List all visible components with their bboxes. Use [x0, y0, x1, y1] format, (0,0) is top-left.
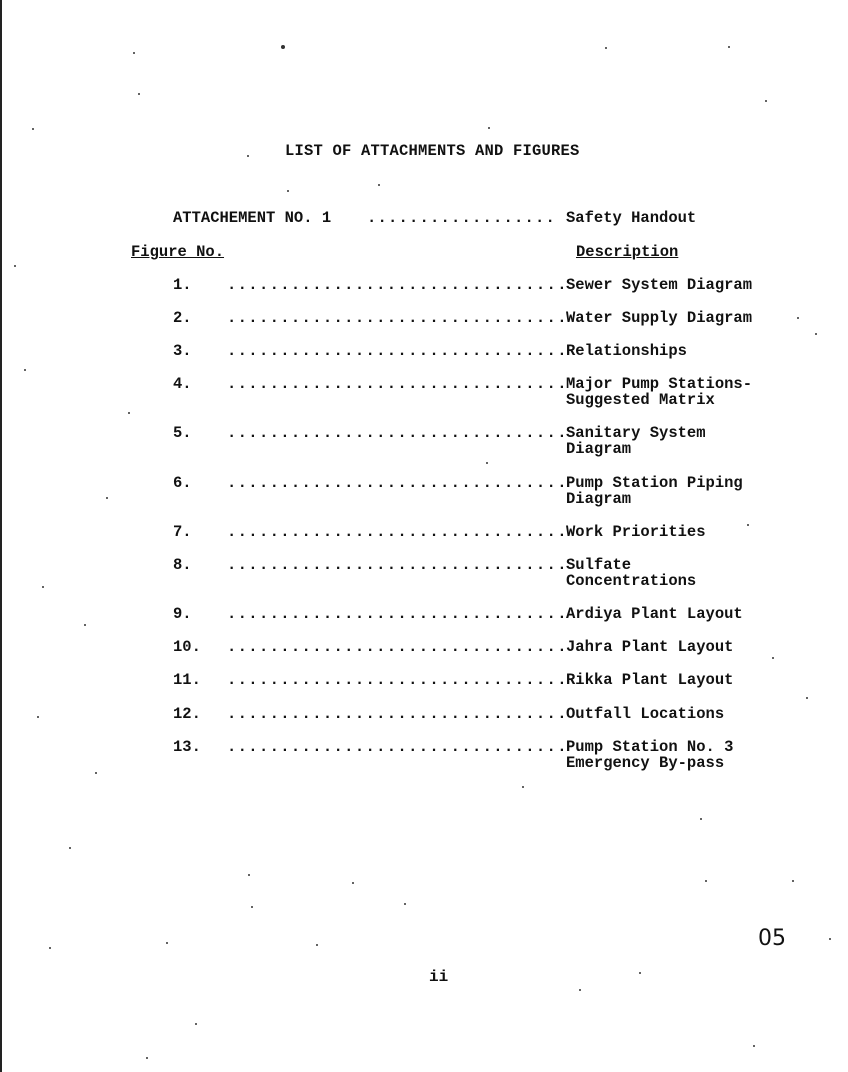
scan-speck [728, 46, 730, 48]
figure-number: 12. [173, 705, 201, 723]
scan-speck [128, 412, 130, 414]
scan-speck [522, 786, 524, 788]
scan-speck [404, 903, 406, 905]
figure-description: Sulfate [566, 556, 632, 574]
scan-speck [146, 1057, 148, 1059]
figure-number: 9. [173, 605, 192, 623]
scan-speck [352, 882, 354, 884]
scan-speck [32, 128, 34, 130]
scan-speck [14, 265, 16, 267]
figure-leader: ................................ [227, 638, 568, 656]
figure-description: Work Priorities [566, 523, 706, 541]
figure-leader: ................................ [227, 705, 568, 723]
figure-leader: ................................ [227, 738, 568, 756]
scan-speck [42, 586, 44, 588]
figure-leader: ................................ [227, 342, 568, 360]
attachment-leader: .................. [367, 209, 557, 227]
scan-speck [705, 880, 707, 882]
scan-speck [95, 772, 97, 774]
figure-description: Water Supply Diagram [566, 309, 753, 327]
scan-speck [772, 657, 774, 659]
figure-description-line2: Suggested Matrix [566, 391, 715, 409]
scan-speck [639, 972, 641, 974]
figure-number: 3. [173, 342, 192, 360]
scan-speck [797, 317, 799, 319]
scan-speck [49, 947, 51, 949]
figure-leader: ................................ [227, 671, 568, 689]
scan-speck [248, 874, 250, 876]
page-stamp: 05 [758, 926, 786, 951]
figure-description: Major Pump Stations- [566, 375, 753, 393]
scan-speck [166, 942, 168, 944]
scan-speck [753, 1045, 755, 1047]
scan-speck [138, 93, 140, 95]
scan-speck [251, 906, 253, 908]
scanned-page-edge [0, 0, 2, 1072]
scan-speck [605, 47, 607, 49]
figure-number: 1. [173, 276, 192, 294]
figure-leader: ................................ [227, 309, 568, 327]
scan-speck [486, 462, 488, 464]
scan-speck [37, 716, 39, 718]
figure-description-line2: Concentrations [566, 572, 697, 590]
figure-leader: ................................ [227, 424, 568, 442]
figure-description: Ardiya Plant Layout [566, 605, 743, 623]
scan-speck [579, 989, 581, 991]
figure-number: 2. [173, 309, 192, 327]
figure-leader: ................................ [227, 276, 568, 294]
attachment-description: Safety Handout [566, 209, 697, 227]
scan-speck [69, 847, 71, 849]
figure-leader: ................................ [227, 556, 568, 574]
figure-description: Relationships [566, 342, 687, 360]
scan-speck [700, 818, 702, 820]
scan-speck [106, 497, 108, 499]
figure-description: Pump Station No. 3 [566, 738, 734, 756]
scan-speck [829, 938, 831, 940]
figure-column-header: Figure No. [131, 243, 225, 261]
description-column-header: Description [576, 243, 679, 261]
scan-speck [747, 524, 749, 526]
figure-leader: ................................ [227, 375, 568, 393]
figure-description: Jahra Plant Layout [566, 638, 734, 656]
figure-number: 10. [173, 638, 201, 656]
figure-leader: ................................ [227, 605, 568, 623]
figure-number: 7. [173, 523, 192, 541]
scan-speck [488, 127, 490, 129]
scan-speck [806, 697, 808, 699]
scan-speck [815, 333, 817, 335]
scan-speck [84, 624, 86, 626]
figure-description: Sewer System Diagram [566, 276, 753, 294]
figure-description: Pump Station Piping [566, 474, 743, 492]
figure-description: Sanitary System [566, 424, 706, 442]
page-number: ii [429, 968, 449, 986]
figure-leader: ................................ [227, 474, 568, 492]
figure-number: 4. [173, 375, 192, 393]
figure-number: 11. [173, 671, 201, 689]
scan-speck [281, 45, 285, 49]
figure-number: 13. [173, 738, 201, 756]
scan-speck [24, 369, 26, 371]
page-title: LIST OF ATTACHMENTS AND FIGURES [285, 142, 580, 160]
figure-description: Outfall Locations [566, 705, 725, 723]
scan-speck [287, 190, 289, 192]
figure-number: 8. [173, 556, 192, 574]
figure-number: 5. [173, 424, 192, 442]
scan-speck [792, 880, 794, 882]
scan-speck [133, 52, 135, 54]
figure-leader: ................................ [227, 523, 568, 541]
scan-speck [247, 155, 249, 157]
figure-description-line2: Emergency By-pass [566, 754, 725, 772]
scan-speck [316, 944, 318, 946]
figure-description-line2: Diagram [566, 440, 632, 458]
attachment-label: ATTACHEMENT NO. 1 [173, 209, 332, 227]
figure-description-line2: Diagram [566, 490, 632, 508]
scan-speck [195, 1023, 197, 1025]
scan-speck [765, 100, 767, 102]
figure-number: 6. [173, 474, 192, 492]
figure-description: Rikka Plant Layout [566, 671, 734, 689]
scan-speck [378, 184, 380, 186]
